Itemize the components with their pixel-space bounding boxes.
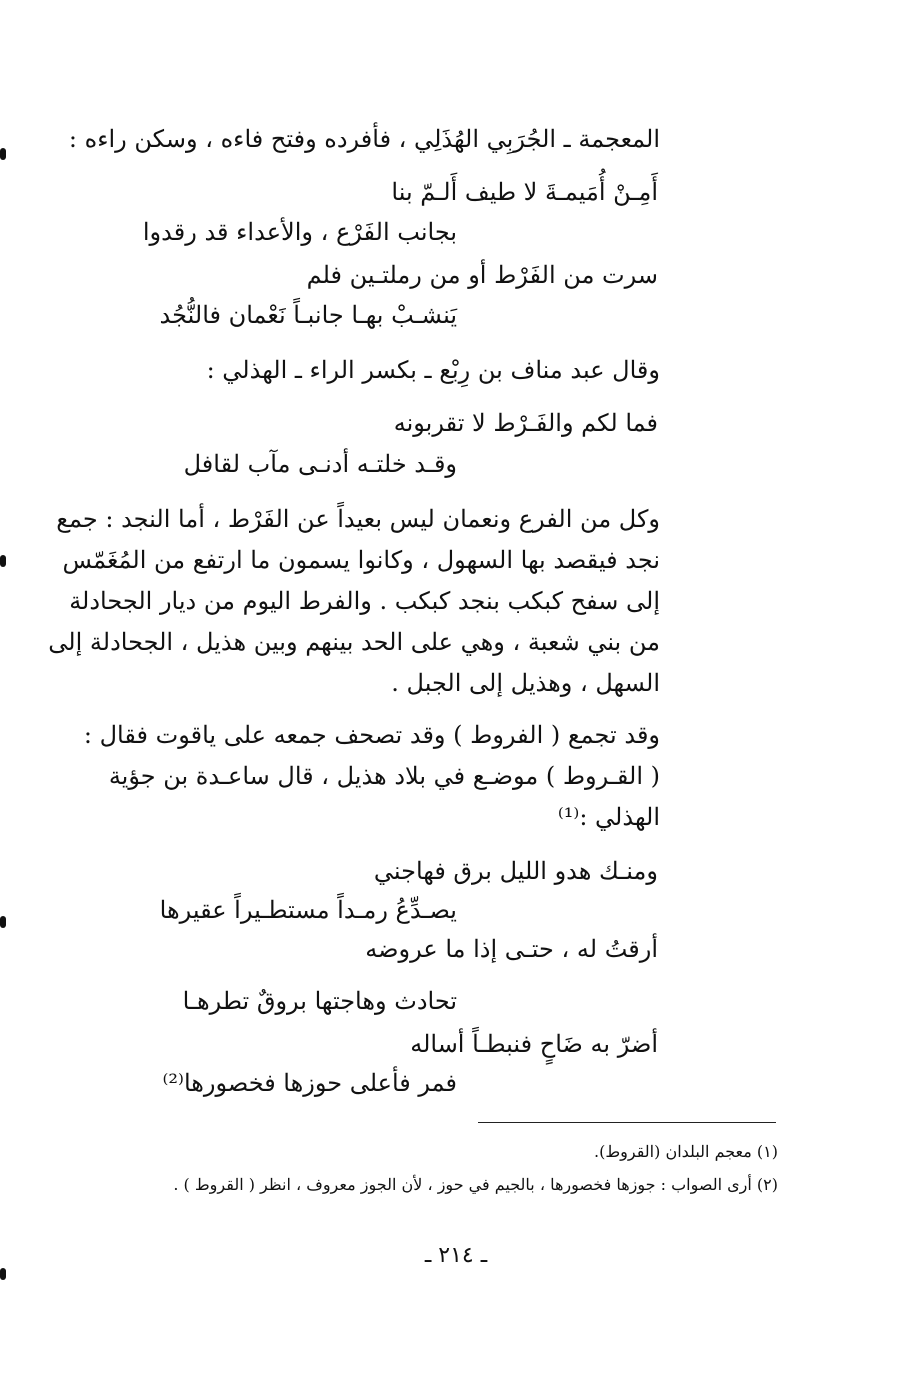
- verse-hemistich: أضرّ به ضَاحٍ فنبطـاً أساله: [410, 1030, 658, 1058]
- verse-hemistich: سرت من الفَرْط أو من رملتـين فلم: [306, 261, 658, 289]
- paragraph-line: ( القـروط ) موضـع في بلاد هذيل ، قال ساعـدة بن جؤية: [108, 762, 660, 790]
- verse-hemistich: بجانب الفَرْع ، والأعداء قد رقدوا: [142, 218, 457, 246]
- binding-mark: [0, 148, 6, 160]
- verse-hemistich: ومنـك هدو الليل برق فهاجني: [373, 857, 658, 885]
- verse-hemistich: يصـدِّعُ رمـداً مستطـيراً عقيرها: [159, 896, 457, 924]
- binding-mark: [0, 1268, 6, 1280]
- intro-line: وقال عبد مناف بن رِبْع ـ بكسر الراء ـ الهذلي :: [206, 356, 660, 384]
- footnote: (١) معجم البلدان (القروط).: [594, 1142, 778, 1161]
- verse-hemistich: تحادث وهاجتها بروقٌ تطرهـا: [182, 987, 457, 1015]
- paragraph-line: وكل من الفرع ونعمان ليس بعيداً عن الفَرْط ، أما النجد : جمع: [56, 505, 660, 533]
- intro-line: المعجمة ـ الجُرَبِي الهُذَلِي ، فأفرده وفتح فاءه ، وسكن راءه :: [68, 125, 660, 153]
- verse-hemistich: يَنشـبْ بهـا جانبـاً نَعْمان فالنُّجُد: [159, 301, 457, 329]
- verse-hemistich: أرقتُ له ، حتـى إذا ما عروضه: [365, 935, 658, 963]
- footnote-divider: [478, 1122, 776, 1123]
- paragraph-line: الهذلي :⁽¹⁾: [557, 803, 660, 831]
- paragraph-line: وقد تجمع ( الفروط ) وقد تصحف جمعه على ياقوت فقال :: [83, 721, 660, 749]
- verse-hemistich: فمر فأعلى حوزها فخصورها⁽²⁾: [162, 1069, 457, 1097]
- verse-hemistich: وقـد خلتـه أدنـى مآب لقافل: [183, 450, 457, 478]
- footnote: (٢) أرى الصواب : جوزها فخصورها ، بالجيم في حوز ، لأن الجوز معروف ، انظر ( القروط ) .: [173, 1175, 778, 1194]
- page-number: ـ ٢١٤ ـ: [424, 1243, 488, 1268]
- binding-mark: [0, 916, 6, 928]
- verse-hemistich: أَمِـنْ أُمَيمـةَ لا طيف أَلـمّ بنا: [391, 178, 658, 206]
- paragraph-line: نجد فيقصد بها السهول ، وكانوا يسمون ما ارتفع من المُغَمّس: [62, 546, 660, 574]
- binding-mark: [0, 555, 6, 567]
- paragraph-line: السهل ، وهذيل إلى الجبل .: [391, 669, 660, 697]
- paragraph-line: إلى سفح كبكب بنجد كبكب . والفرط اليوم من ديار الجحادلة: [69, 587, 660, 615]
- verse-hemistich: فما لكم والفَـرْط لا تقربونه: [393, 409, 658, 437]
- paragraph-line: من بني شعبة ، وهي على الحد بينهم وبين هذيل ، الجحادلة إلى: [48, 628, 660, 656]
